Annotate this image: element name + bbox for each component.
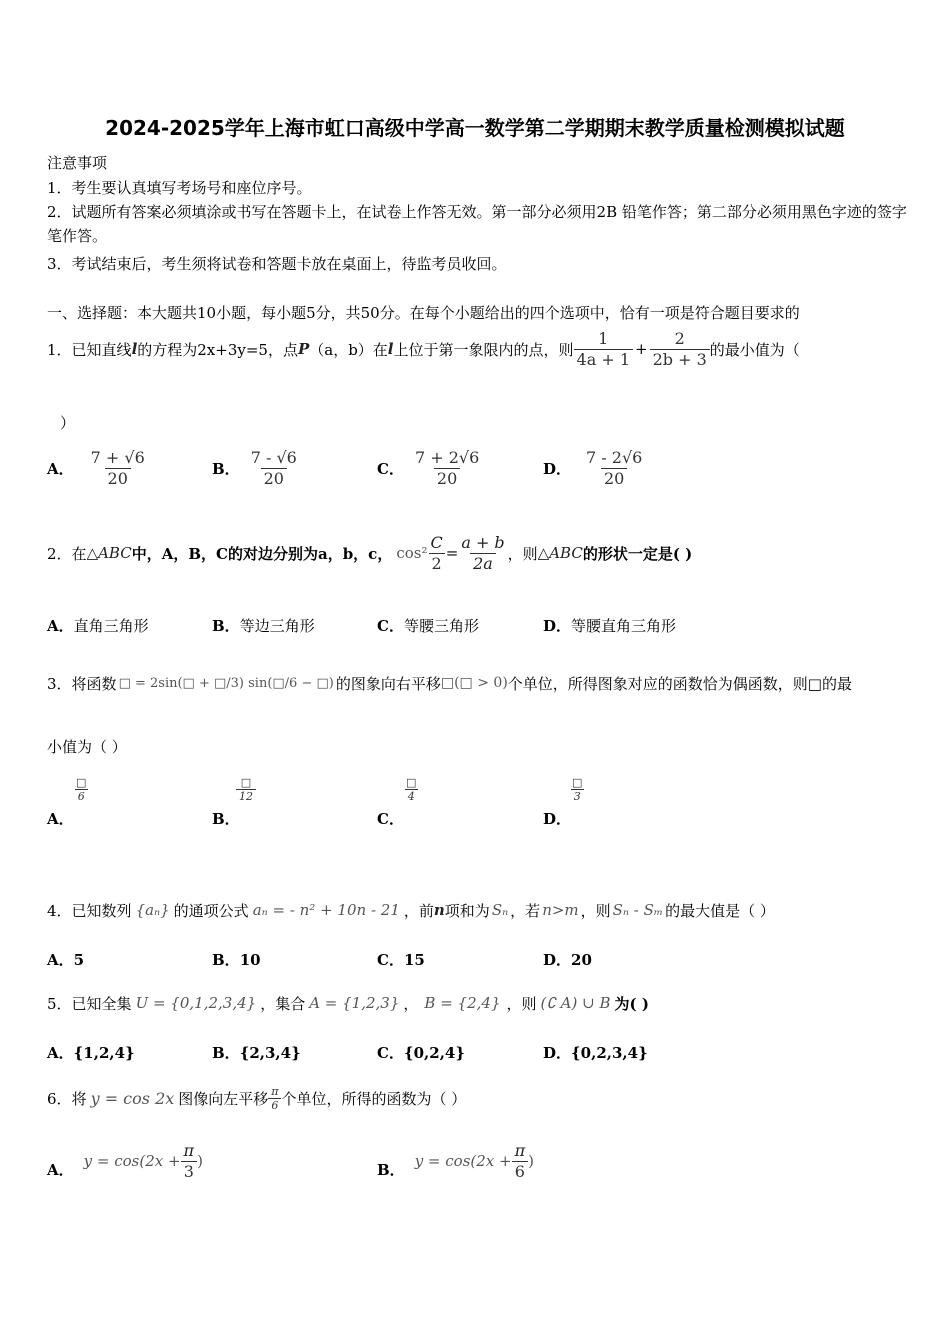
q1-text-a: 已知直线	[71, 340, 132, 359]
q3-option-d-num: □	[572, 776, 583, 789]
question-4	[47, 890, 775, 930]
q4-sequence: {aₙ}	[135, 901, 170, 919]
question-2	[47, 530, 692, 576]
q1-option-d-den: 20	[601, 468, 627, 489]
q1-number: 1．	[47, 340, 72, 359]
q6-option-b-pre: y = cos(2x +	[414, 1152, 512, 1170]
q3-text-d: 小值为（ ）	[47, 738, 127, 756]
q2-option-b-text: 等边三角形	[239, 617, 315, 635]
q3-option-b-fraction	[236, 776, 256, 803]
q4-option-d	[543, 949, 592, 970]
q5-option-d-label: D．	[543, 1044, 572, 1062]
q1-option-c-num: 7 + 2√6	[414, 448, 480, 467]
q2-r-num: a + b	[461, 532, 505, 552]
q5-set-b: B = {2,4}	[424, 994, 501, 1012]
notice-item-2: 2．试题所有答案必须填涂或书写在答题卡上，在试卷上作答无效。第一部分必须用2B 铅笔作答；第二部分必须用黑色字迹的签字笔作答。	[47, 203, 907, 245]
q5-number: 5．	[47, 994, 72, 1013]
q6-option-a-fraction	[181, 1141, 198, 1182]
q2-option-d-text: 等腰直角三角形	[571, 617, 677, 635]
q5-option-b	[212, 1042, 301, 1063]
q3-option-b-num: □	[240, 776, 252, 789]
q4-text-e: ，若	[510, 901, 541, 920]
q6-number: 6．	[47, 1089, 72, 1108]
q1-option-a-num: 7 + √6	[90, 448, 145, 467]
q4-option-a-label: A．	[47, 951, 74, 969]
q1-f2-den: 2b + 3	[650, 349, 710, 370]
q5-option-a-text: {1,2,4}	[73, 1044, 135, 1062]
q5-option-d-text: {0,2,3,4}	[571, 1044, 648, 1062]
q2-cos: cos²	[396, 544, 428, 562]
q3-text-c: 个单位，所得图象对应的函数恰为偶函数，则□的最	[507, 674, 852, 693]
q2-option-c	[377, 615, 479, 636]
q6-shift-num: π	[271, 1084, 279, 1098]
q1-option-a-fraction	[88, 448, 148, 489]
q6-shift-fraction	[268, 1085, 281, 1112]
q1-option-b-den: 20	[261, 468, 287, 489]
q5-text-d: 为( )	[614, 994, 649, 1013]
question-6	[47, 1076, 466, 1120]
q1-option-a	[47, 448, 148, 489]
q2-text-b: 中，A，B，C的对边分别为a，b，c，	[131, 544, 393, 563]
q1-option-a-label: A．	[47, 460, 74, 478]
q3-text-a: 将函数	[71, 674, 117, 693]
q5-set-a: A = {1,2,3}	[309, 994, 400, 1012]
q4-text-d: 项和为	[444, 901, 490, 920]
q3-option-c-den: 4	[405, 789, 418, 803]
q6-option-a-label: A．	[47, 1161, 74, 1179]
q5-option-c-label: C．	[377, 1044, 404, 1062]
q5-option-b-text: {2,3,4}	[239, 1044, 301, 1062]
q6-option-a-den: 3	[181, 1161, 197, 1182]
q4-option-c	[377, 949, 425, 970]
q2-c-num: C	[430, 532, 443, 552]
q5-option-d	[543, 1042, 648, 1063]
q6-option-a-num: π	[183, 1140, 195, 1160]
question-3	[47, 660, 852, 706]
q6-option-b-fraction	[512, 1141, 529, 1182]
q1-close-paren: ）	[60, 414, 76, 432]
q1-plus: +	[635, 340, 648, 358]
q1-option-b-num: 7 - √6	[250, 448, 297, 467]
q4-sn: Sₙ	[491, 901, 509, 919]
q2-option-d-label: D．	[543, 617, 572, 635]
q3-option-a-num: □	[76, 776, 87, 789]
q4-option-c-label: C．	[377, 951, 404, 969]
q1-f1-den: 4a + 1	[574, 349, 633, 370]
q5-option-c-text: {0,2,4}	[403, 1044, 466, 1062]
q2-option-a-text: 直角三角形	[73, 617, 149, 635]
q3-option-b-den: 12	[236, 789, 256, 803]
q2-equals: =	[445, 544, 459, 562]
q2-option-a-label: A．	[47, 617, 74, 635]
q4-formula: aₙ = - n² + 10n - 21	[252, 901, 400, 919]
q6-shift-den: 6	[268, 1098, 281, 1112]
q5-option-c	[377, 1042, 465, 1063]
q1-line-l: l	[131, 340, 138, 358]
q6-option-b-post: )	[528, 1152, 534, 1170]
q2-option-b-label: B．	[212, 617, 240, 635]
q5-option-a-label: A．	[47, 1044, 74, 1062]
q1-fraction-2	[650, 329, 710, 370]
section-1-heading: 一、选择题：本大题共10小题，每小题5分，共50分。在每个小题给出的四个选项中，恰有一项是符合题目要求的	[47, 304, 800, 322]
q1-option-d	[543, 448, 645, 489]
q6-option-a	[47, 1136, 203, 1186]
q2-text-a: 在	[71, 544, 87, 563]
q5-universal-set: U = {0,1,2,3,4}	[135, 994, 257, 1012]
q1-fraction-1	[574, 329, 633, 370]
q3-text-b: 的图象向右平移	[335, 674, 441, 693]
q1-text-c: （a，b）在	[309, 340, 388, 359]
q4-option-a-text: 5	[73, 951, 85, 969]
q6-option-b-label: B．	[377, 1161, 405, 1179]
page-title: 2024-2025学年上海市虹口高级中学高一数学第二学期期末教学质量检测模拟试题	[105, 116, 845, 140]
q2-option-c-text: 等腰三角形	[403, 617, 479, 635]
q3-option-a-label: A．	[47, 810, 74, 828]
q2-option-b	[212, 615, 315, 636]
q1-option-c-den: 20	[434, 468, 460, 489]
q1-option-d-label: D．	[543, 460, 572, 478]
q1-option-b-fraction	[248, 448, 300, 489]
q1-option-b-label: B．	[212, 460, 240, 478]
q1-option-a-den: 20	[105, 468, 131, 489]
q1-option-c-fraction	[412, 448, 482, 489]
q6-option-b	[377, 1136, 534, 1186]
q1-point-p: P	[297, 340, 310, 358]
q3-option-c-fraction	[403, 776, 419, 803]
q6-text-c: 个单位，所得的函数为（ ）	[281, 1089, 467, 1108]
q2-c-den: 2	[429, 553, 445, 574]
q1-option-d-fraction	[583, 448, 645, 489]
q2-text-c: ，则	[507, 544, 538, 563]
q3-condition: □(□ > 0)	[440, 675, 508, 691]
q2-r-den: 2a	[470, 553, 496, 574]
q4-text-g: 的最大值是（ ）	[665, 901, 775, 920]
q4-option-d-text: 20	[571, 951, 592, 969]
q4-option-b-text: 10	[239, 951, 261, 969]
q1-option-d-num: 7 - 2√6	[586, 448, 643, 467]
question-5	[47, 983, 649, 1023]
q1-text-d: 上位于第一象限内的点，则	[393, 340, 574, 359]
q6-option-b-den: 6	[512, 1161, 528, 1182]
q5-text-a: 已知全集	[71, 994, 132, 1013]
q6-function: y = cos 2x	[90, 1088, 175, 1108]
q3-option-d-den: 3	[571, 789, 584, 803]
q2-text-d: 的形状一定是( )	[582, 544, 693, 563]
q5-option-a	[47, 1042, 135, 1063]
q1-option-c-label: C．	[377, 460, 404, 478]
q6-option-a-post: )	[197, 1152, 203, 1170]
q6-option-b-formula	[415, 1141, 534, 1182]
q4-option-d-label: D．	[543, 951, 572, 969]
q5-option-b-label: B．	[212, 1044, 240, 1062]
q1-f1-num: 1	[598, 328, 609, 348]
q4-difference: Sₙ - Sₘ	[612, 901, 664, 919]
q2-option-a	[47, 615, 149, 636]
q2-triangle-2: △ABC	[537, 544, 583, 562]
q2-triangle: △ABC	[86, 544, 132, 562]
q3-number: 3．	[47, 674, 72, 693]
q5-text-c: ，则	[506, 994, 537, 1013]
q1-text-b: 的方程为2x+3y=5，点	[137, 340, 298, 359]
q4-option-a	[47, 949, 84, 970]
q4-text-a: 已知数列	[71, 901, 132, 920]
q6-option-a-formula	[84, 1141, 203, 1182]
q4-text-c: ，前	[403, 901, 434, 920]
q4-text-f: ，则	[580, 901, 611, 920]
q4-option-b	[212, 949, 261, 970]
q4-n: n	[433, 901, 445, 919]
q3-option-d-label: D．	[543, 810, 572, 828]
q2-fraction-c	[427, 533, 445, 574]
q1-text-e: 的最小值为（	[709, 340, 800, 359]
q1-line-l-2: l	[387, 340, 394, 358]
q5-expression: (∁ A) ∪ B	[540, 994, 611, 1012]
q1-option-c	[377, 448, 482, 489]
q4-option-c-text: 15	[403, 951, 425, 969]
q3-option-a-fraction	[73, 776, 89, 803]
q3-function: □ = 2sin(□ + □/3) sin(□/6 − □)	[118, 675, 334, 691]
q2-number: 2．	[47, 544, 72, 563]
q2-fraction-r	[458, 533, 507, 574]
q3-option-b-label: B．	[212, 810, 240, 828]
q3-option-a-den: 6	[75, 789, 88, 803]
q2-option-d	[543, 615, 676, 636]
q4-number: 4．	[47, 901, 72, 920]
q6-option-b-num: π	[514, 1140, 526, 1160]
q4-text-b: 的通项公式	[173, 901, 249, 920]
q1-f2-num: 2	[674, 328, 685, 348]
q4-option-b-label: B．	[212, 951, 240, 969]
q4-condition: n>m	[542, 901, 579, 919]
notice-item-3: 3．考试结束后，考生须将试卷和答题卡放在桌面上，待监考员收回。	[47, 255, 507, 273]
q6-text-b: 图像向左平移	[178, 1089, 269, 1108]
q5-separator: ，	[403, 994, 419, 1013]
q2-option-c-label: C．	[377, 617, 404, 635]
q5-text-b: ，集合	[260, 994, 306, 1013]
question-1	[47, 326, 800, 372]
q6-option-a-pre: y = cos(2x +	[83, 1152, 181, 1170]
notice-item-1: 1．考生要认真填写考场号和座位序号。	[47, 179, 312, 197]
q1-option-b	[212, 448, 300, 489]
q6-text-a: 将	[71, 1089, 87, 1108]
notice-heading: 注意事项	[47, 154, 108, 172]
q3-option-d-fraction	[569, 776, 585, 803]
q3-option-c-label: C．	[377, 810, 404, 828]
q3-option-c-num: □	[406, 776, 417, 789]
